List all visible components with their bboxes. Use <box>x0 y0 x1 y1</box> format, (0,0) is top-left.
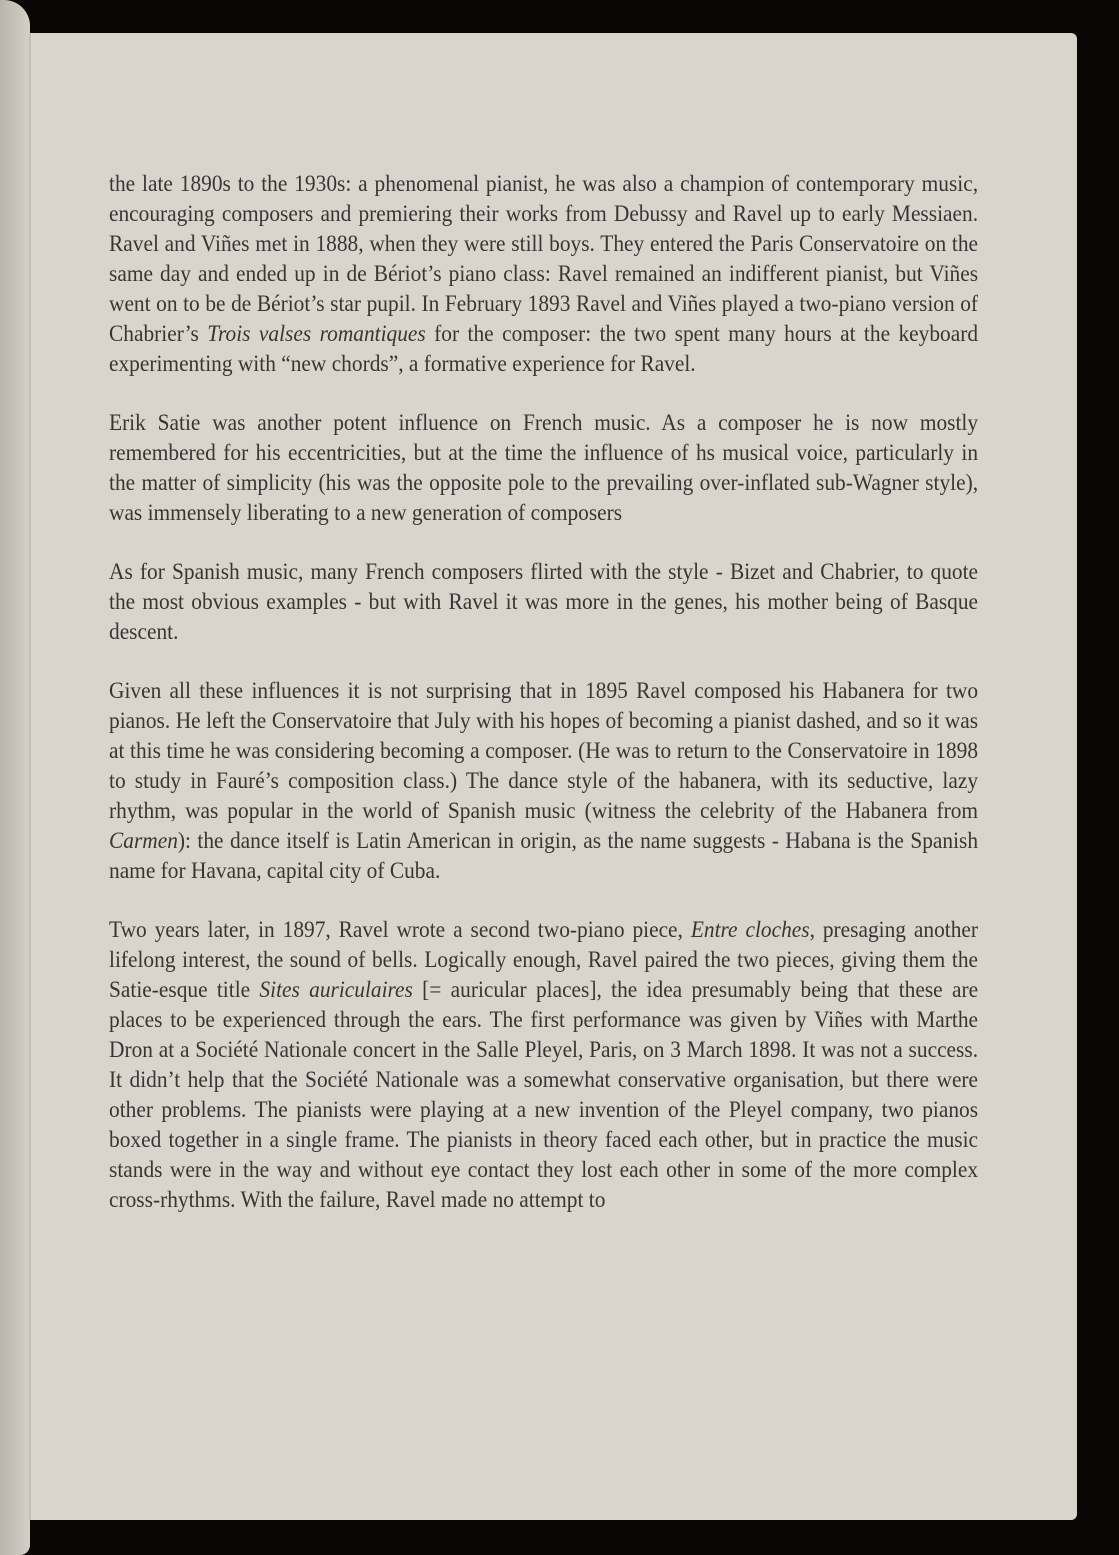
paragraph-entre-cloches <box>109 915 978 1215</box>
title-carmen: Carmen <box>109 828 178 854</box>
text-segment: As for Spanish music, many French composers flirted with the style - Bizet and Chabrier, to quote the most obvious examples - but with Ravel it was more in the genes, his mother being of Basque descent. <box>109 559 979 645</box>
text-segment: ): the dance itself is Latin American in origin, as the name suggests - Habana is the Spanish name for Havana, capital city of Cuba. <box>109 828 979 884</box>
paragraph-spanish-music <box>109 557 978 647</box>
previous-page-edge <box>0 0 30 1555</box>
title-trois-valses-romantiques: Trois valses romantiques <box>207 321 426 347</box>
text-segment: the late 1890s to the 1930s: a phenomenal pianist, he was also a champion of contemporary music, encouraging composers and premiering their works from Debussy and Ravel up to early Messiaen. Ravel and Viñes met in 1888, when they were still boys. They entered the Paris Conservatoire on the same day and ended up in de Bériot’s piano class: Ravel remained an indifferent pianist, but Viñes went on to be de Bériot’s star pupil. In February 1893 Ravel and Viñes played a two-piano version of Chabrier’s <box>109 171 979 347</box>
paragraph-vines-background <box>109 169 978 379</box>
paragraph-habanera <box>109 676 978 886</box>
paragraph-satie-influence <box>109 408 978 528</box>
text-segment: Erik Satie was another potent influence on French music. As a composer he is now mostly remembered for his eccentricities, but at the time the influence of hs musical voice, particularly in the matter of simplicity (his was the opposite pole to the prevailing over-inflated sub-Wagner style), was immensely liberating to a new generation of composers <box>109 410 979 526</box>
body-text <box>109 169 978 1244</box>
title-sites-auriculaires: Sites auriculaires <box>259 977 413 1003</box>
book-page <box>29 33 1077 1520</box>
text-segment: , presaging another lifelong interest, the sound of bells. Logically enough, Ravel paired the two pieces, giving them the Satie-esque title <box>109 917 979 1003</box>
text-segment: for the composer: the two spent many hours at the keyboard experimenting with “new chords”, a formative experience for Ravel. <box>109 321 979 377</box>
text-segment: Given all these influences it is not surprising that in 1895 Ravel composed his Habanera for two pianos. He left the Conservatoire that July with his hopes of becoming a pianist dashed, and so it was at this time he was considering becoming a composer. (He was to return to the Conservatoire in 1898 to study in Fauré’s composition class.) The dance style of the habanera, with its seductive, lazy rhythm, was popular in the world of Spanish music (witness the celebrity of the Habanera from <box>109 678 979 824</box>
text-segment: [= auricular places], the idea presumably being that these are places to be experienced through the ears. The first performance was given by Viñes with Marthe Dron at a Société Nationale concert in the Salle Pleyel, Paris, on 3 March 1898. It was not a success. It didn’t help that the Société Nationale was a somewhat conservative organisation, but there were other problems. The pianists were playing at a new invention of the Pleyel company, two pianos boxed together in a single frame. The pianists in theory faced each other, but in practice the music stands were in the way and without eye contact they lost each other in some of the more complex cross-rhythms. With the failure, Ravel made no attempt to <box>109 977 979 1213</box>
text-segment: Two years later, in 1897, Ravel wrote a second two-piano piece, <box>109 917 691 943</box>
title-entre-cloches: Entre cloches <box>690 917 810 943</box>
